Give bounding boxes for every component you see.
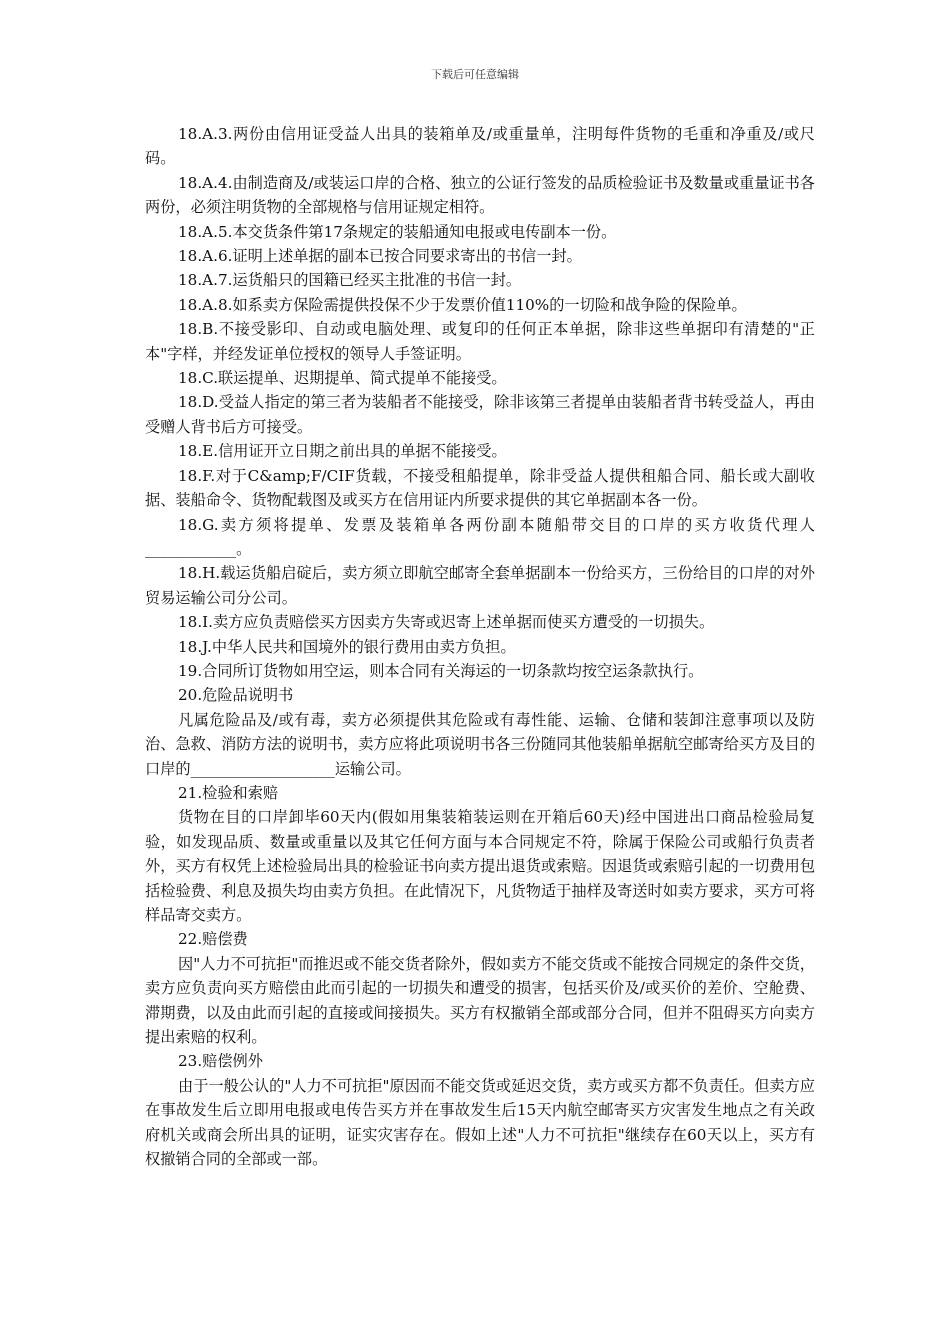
section-body-21: 货物在目的口岸卸毕60天内(假如用集装箱装运则在开箱后60天)经中国进出口商品检验局复验，如发现品质、数量或重量以及其它任何方面与本合同规定不符，除属于保险公司或船行负责者外，买方有权凭上述检验局出具的检验证书向卖方提出退货或索赔。因退货或索赔引起的一切费用包括检验费、利息及损失均由卖方负担。在此情况下，凡货物适于抽样及寄送时如卖方要求，买方可将样品寄交卖方。 bbox=[145, 808, 815, 924]
clause-18-a-4: 18.A.4.由制造商及/或装运口岸的合格、独立的公证行签发的品质检验证书及数量或重量证书各两份，必须注明货物的全部规格与信用证规定相符。 bbox=[145, 173, 815, 217]
page-header: 下载后可任意编辑 bbox=[431, 68, 519, 81]
document-body bbox=[145, 122, 815, 1171]
clause-18-i: 18.I.卖方应负责赔偿买方因卖方失寄或迟寄上述单据而使买方遭受的一切损失。 bbox=[178, 613, 715, 632]
clause-18-b: 18.B.不接受影印、自动或电脑处理、或复印的任何正本单据，除非这些单据印有清楚的"正本"字样，并经发证单位授权的领导人手签证明。 bbox=[145, 320, 815, 363]
clause-18-a-6: 18.A.6.证明上述单据的副本已按合同要求寄出的书信一封。 bbox=[178, 247, 582, 266]
clause-18-a-7: 18.A.7.运货船只的国籍已经买主批准的书信一封。 bbox=[178, 271, 522, 290]
clause-18-a-3: 18.A.3.两份由信用证受益人出具的装箱单及/或重量单，注明每件货物的毛重和净重及/或尺码。 bbox=[145, 125, 815, 168]
clause-18-h: 18.H.载运货船启碇后，卖方须立即航空邮寄全套单据副本一份给买方，三份给目的口岸的对外贸易运输公司分公司。 bbox=[145, 564, 815, 607]
section-body-23: 由于一般公认的"人力不可抗拒"原因而不能交货或延迟交货，卖方或买方都不负责任。但卖方应在事故发生后立即用电报或电传告买方并在事故发生后15天内航空邮寄买方灾害发生地点之有关政府机关或商会所出具的证明，证实灾害存在。假如上述"人力不可抗拒"继续存在60天以上，买方有权撤销合同的全部或一部。 bbox=[145, 1076, 815, 1169]
clause-18-j: 18.J.中华人民共和国境外的银行费用由卖方负担。 bbox=[178, 637, 516, 656]
clause-18-g: 18.G.卖方须将提单、发票及装箱单各两份副本随船带交目的口岸的买方收货代理人____________。 bbox=[145, 515, 815, 558]
section-body-22: 因"人力不可抗拒"而推迟或不能交货者除外，假如卖方不能交货或不能按合同规定的条件交货，卖方应负责向买方赔偿由此而引起的一切损失和遭受的损害，包括买价及/或买价的差价、空舱费、滞期费，以及由此而引起的直接或间接损失。买方有权撤销全部或部分合同，但并不阻碍买方向卖方提出索赔的权利。 bbox=[145, 954, 815, 1047]
section-heading-21: 21.检验和索赔 bbox=[178, 783, 279, 802]
section-heading-23: 23.赔偿例外 bbox=[178, 1052, 263, 1071]
section-heading-20: 20.危险品说明书 bbox=[178, 686, 294, 705]
clause-18-d: 18.D.受益人指定的第三者为装船者不能接受，除非该第三者提单由装船者背书转受益人，再由受赠人背书后方可接受。 bbox=[145, 393, 815, 436]
clause-18-f: 18.F.对于C&amp;F/CIF货载，不接受租船提单，除非受益人提供租船合同、船长或大副收据、装船命令、货物配载图及或买方在信用证内所要求提供的其它单据副本各一份。 bbox=[145, 466, 815, 510]
clause-18-c: 18.C.联运提单、迟期提单、简式提单不能接受。 bbox=[178, 369, 507, 388]
clause-18-a-5: 18.A.5.本交货条件第17条规定的装船通知电报或电传副本一份。 bbox=[178, 222, 617, 241]
clause-19: 19.合同所订货物如用空运，则本合同有关海运的一切条款均按空运条款执行。 bbox=[178, 661, 704, 680]
section-heading-22: 22.赔偿费 bbox=[178, 930, 248, 949]
clause-18-a-8: 18.A.8.如系卖方保险需提供投保不少于发票价值110%的一切险和战争险的保险单。 bbox=[178, 295, 747, 314]
clause-18-e: 18.E.信用证开立日期之前出具的单据不能接受。 bbox=[178, 442, 507, 461]
section-body-20: 凡属危险品及/或有毒，卖方必须提供其危险或有毒性能、运输、仓储和装卸注意事项以及防治、急救、消防方法的说明书，卖方应将此项说明书各三份随同其他装船单据航空邮寄给买方及目的口岸的___________________运输公司。 bbox=[145, 710, 815, 778]
